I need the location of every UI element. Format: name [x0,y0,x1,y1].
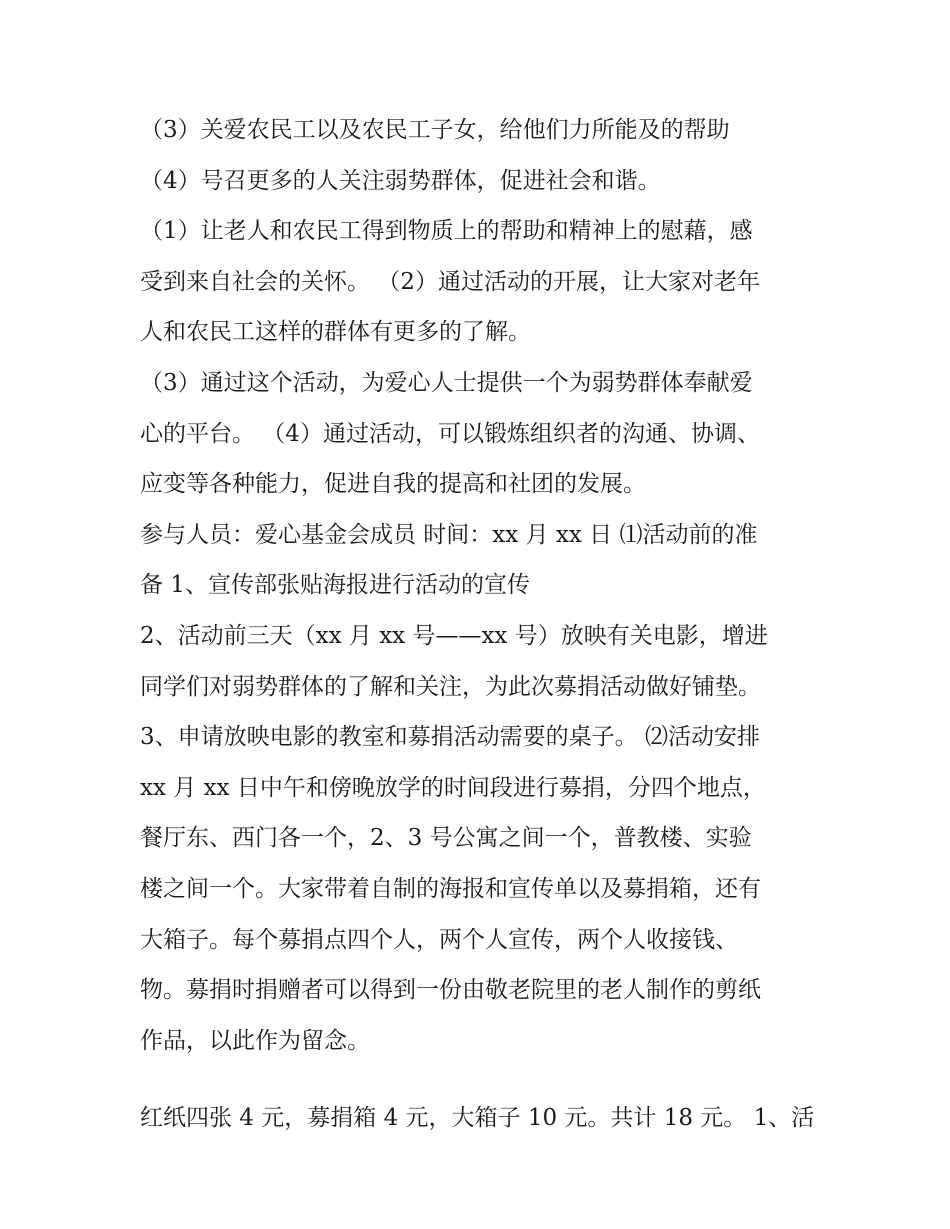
text-line: 应变等各种能力，促进自我的提高和社团的发展。 [140,471,646,497]
text-line: 同学们对弱势群体的了解和关注，为此次募捐活动做好铺垫。 [140,674,761,700]
text-line: 备 1、宣传部张贴海报进行活动的宣传 [140,572,530,598]
text-line: 大箱子。每个募捐点四个人，两个人宣传，两个人收接钱、 [140,927,738,953]
text-line: 物。募捐时捐赠者可以得到一份由敬老院里的老人制作的剪纸 [140,977,761,1003]
text-line: xx 月 xx 日中午和傍晚放学的时间段进行募捐，分四个地点， [140,775,766,801]
text-line: 参与人员：爱心基金会成员 时间：xx 月 xx 日 ⑴活动前的准 [140,522,758,548]
text-line: 红纸四张 4 元，募捐箱 4 元，大箱子 10 元。共计 18 元。 1、活 [140,1105,815,1131]
text-line: 人和农民工这样的群体有更多的了解。 [140,319,531,345]
text-line: 心的平台。 （4）通过活动，可以锻炼组织者的沟通、协调、 [140,421,760,447]
text-line: 3、申请放映电影的教室和募捐活动需要的桌子。 ⑵活动安排 [140,724,760,750]
text-line: 餐厅东、西门各一个，2、3 号公寓之间一个，普教楼、实验 [140,825,752,851]
text-line: （3）关爱农民工以及农民工子女，给他们力所能及的帮助 [140,117,730,143]
text-line: 楼之间一个。大家带着自制的海报和宣传单以及募捐箱，还有 [140,876,761,902]
text-line: （3）通过这个活动，为爱心人士提供一个为弱势群体奉献爱 [140,370,753,396]
text-line: （1）让老人和农民工得到物质上的帮助和精神上的慰藉，感 [140,218,753,244]
text-line: 作品，以此作为留念。 [140,1028,370,1054]
text-line: （4）号召更多的人关注弱势群体，促进社会和谐。 [140,168,661,194]
text-line: 受到来自社会的关怀。 （2）通过活动的开展，让大家对老年 [140,269,760,295]
text-line: 2、活动前三天（xx 月 xx 号——xx 号）放映有关电影，增进 [140,623,768,649]
